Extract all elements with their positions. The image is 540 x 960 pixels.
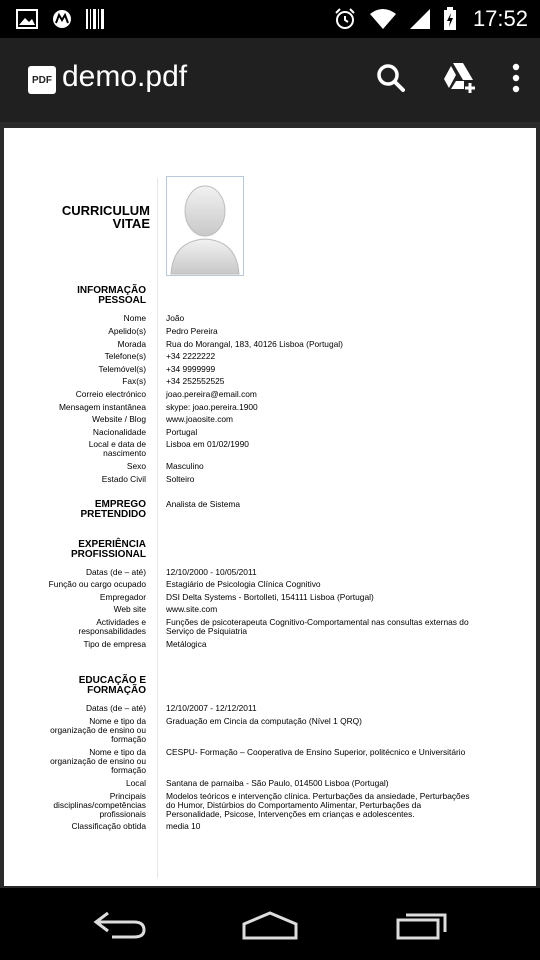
field-value: +34 252552525 bbox=[166, 376, 225, 386]
heading-line: PRETENDIDO bbox=[80, 509, 146, 520]
navigation-bar bbox=[0, 888, 540, 960]
image-icon bbox=[16, 9, 38, 29]
section-heading-job bbox=[44, 500, 146, 520]
field-label: responsabilidades bbox=[78, 626, 146, 636]
field-value: Lisboa em 01/02/1990 bbox=[166, 439, 249, 449]
drive-add-icon bbox=[442, 62, 476, 94]
field-value: skype: joao.pereira.1900 bbox=[166, 402, 258, 412]
field-label: Apelido(s) bbox=[108, 326, 146, 336]
field-value: Masculino bbox=[166, 461, 204, 471]
section-heading-personal bbox=[44, 286, 146, 306]
field-label: Nacionalidade bbox=[92, 427, 146, 437]
website-link[interactable]: www.site.com bbox=[166, 604, 218, 614]
field-label: organização de ensino ou bbox=[50, 756, 146, 766]
field-value: Pedro Pereira bbox=[166, 326, 218, 336]
field-label: Datas (de – até) bbox=[85, 703, 146, 713]
field-label: Nome e tipo da bbox=[89, 747, 146, 757]
field-label: organização de ensino ou bbox=[50, 725, 146, 735]
field-label: Nome bbox=[123, 313, 146, 323]
field-label: formação bbox=[111, 734, 146, 744]
home-button[interactable] bbox=[240, 908, 300, 942]
recents-icon bbox=[394, 910, 450, 940]
field-value: DSI Delta Systems - Bortolleti, 154111 Lisboa (Portugal) bbox=[166, 592, 374, 602]
field-value: Metálogica bbox=[166, 639, 207, 649]
cv-title bbox=[44, 204, 150, 230]
drive-add-button[interactable] bbox=[442, 62, 476, 99]
email-link[interactable]: joao.pereira@email.com bbox=[166, 389, 257, 399]
field-label: Telemóvel(s) bbox=[98, 364, 146, 374]
field-label: Local e data de bbox=[88, 439, 146, 449]
pdf-viewer[interactable] bbox=[0, 122, 540, 888]
field-label: Fax(s) bbox=[122, 376, 146, 386]
field-value: Personalidade, Psicose, Intervenções em crianças e adolescentes. bbox=[166, 809, 415, 819]
field-label: Morada bbox=[117, 339, 146, 349]
field-value: Santana de parnaiba - São Paulo, 014500 Lisboa (Portugal) bbox=[166, 778, 389, 788]
battery-icon bbox=[443, 7, 457, 31]
profile-photo bbox=[166, 176, 244, 276]
heading-line: PROFISSIONAL bbox=[70, 549, 146, 560]
cv-title-line1: CURRICULUM bbox=[61, 203, 150, 218]
heading-line: EXPERIÊNCIA bbox=[78, 539, 146, 550]
website-link[interactable]: www.joaosite.com bbox=[166, 414, 234, 424]
field-label: profissionais bbox=[99, 809, 146, 819]
field-value: media 10 bbox=[166, 821, 201, 831]
field-value: Modelos teóricos e intervenção clínica. Perturbações da ansiedade, Perturbações bbox=[166, 791, 470, 801]
field-label: Tipo de empresa bbox=[83, 639, 146, 649]
field-label: nascimento bbox=[103, 448, 146, 458]
motorola-icon bbox=[52, 9, 72, 29]
section-heading-education bbox=[44, 676, 146, 696]
field-label: Correio electrónico bbox=[75, 389, 146, 399]
heading-line: EDUCAÇÃO E bbox=[78, 675, 146, 686]
heading-line: EMPREGO bbox=[94, 499, 146, 510]
field-value: Graduação em Cincia da computação (Nível 1 QRQ) bbox=[166, 716, 362, 726]
field-label: Website / Blog bbox=[92, 414, 146, 424]
signal-icon bbox=[409, 8, 431, 30]
field-label: Nome e tipo da bbox=[89, 716, 146, 726]
back-icon bbox=[92, 910, 148, 940]
field-value: 12/10/2000 - 10/05/2011 bbox=[166, 567, 257, 577]
field-value: +34 9999999 bbox=[166, 364, 216, 374]
back-button[interactable] bbox=[90, 908, 150, 942]
wifi-icon bbox=[369, 8, 397, 30]
pdf-page[interactable] bbox=[4, 128, 536, 886]
field-label: formação bbox=[111, 765, 146, 775]
avatar-placeholder-icon bbox=[167, 177, 243, 275]
status-bar bbox=[0, 0, 540, 38]
field-label: Telefone(s) bbox=[104, 351, 146, 361]
heading-line: INFORMAÇÃO bbox=[77, 285, 146, 296]
field-label: disciplinas/competências bbox=[53, 800, 146, 810]
recents-button[interactable] bbox=[392, 908, 452, 942]
column-divider bbox=[157, 178, 158, 878]
field-label: Actividades e bbox=[96, 617, 146, 627]
search-icon bbox=[376, 63, 406, 93]
alarm-icon bbox=[333, 7, 357, 31]
field-value: +34 2222222 bbox=[166, 351, 216, 361]
field-value: Portugal bbox=[166, 427, 198, 437]
field-label: Empregador bbox=[99, 592, 146, 602]
field-label: Datas (de – até) bbox=[85, 567, 146, 577]
overflow-menu-button[interactable] bbox=[512, 63, 520, 98]
field-label: Sexo bbox=[126, 461, 146, 471]
field-value: João bbox=[166, 313, 185, 323]
field-label: Função ou cargo ocupado bbox=[48, 579, 146, 589]
field-value: Analista de Sistema bbox=[166, 499, 241, 509]
heading-line: PESSOAL bbox=[98, 295, 146, 306]
field-label: Principais bbox=[109, 791, 146, 801]
home-icon bbox=[241, 910, 299, 940]
pdf-file-icon: PDF bbox=[28, 66, 56, 94]
field-label: Local bbox=[125, 778, 146, 788]
status-time: 17:52 bbox=[472, 6, 528, 31]
field-value: Solteiro bbox=[166, 474, 195, 484]
app-bar bbox=[0, 38, 540, 122]
field-value: 12/10/2007 - 12/12/2011 bbox=[166, 703, 257, 713]
barcode-icon bbox=[86, 9, 104, 29]
field-label: Web site bbox=[113, 604, 146, 614]
search-button[interactable] bbox=[376, 63, 406, 98]
field-value: do Humor, Distúrbios do Comportamento Alimentar, Perturbações da bbox=[166, 800, 422, 810]
heading-line: FORMAÇÃO bbox=[87, 685, 146, 696]
field-value: Rua do Morangal, 183, 40126 Lisboa (Portugal) bbox=[166, 339, 343, 349]
field-value: Serviço de Psiquiatria bbox=[166, 626, 247, 636]
section-heading-experience bbox=[44, 540, 146, 560]
field-label: Estado Civil bbox=[101, 474, 146, 484]
overflow-menu-icon bbox=[512, 63, 520, 93]
document-title: demo.pdf bbox=[62, 60, 188, 93]
field-label: Mensagem instantânea bbox=[58, 402, 146, 412]
cv-title-line2: VITAE bbox=[112, 216, 150, 231]
field-label: Classificação obtida bbox=[71, 821, 146, 831]
field-value: Estagiário de Psicologia Clínica Cognitivo bbox=[166, 579, 321, 589]
field-value: CESPU- Formação – Cooperativa de Ensino Superior, politécnico e Universitário bbox=[166, 747, 466, 757]
field-value: Funções de psicoterapeuta Cognitivo-Comportamental nas consultas externas do bbox=[166, 617, 469, 627]
